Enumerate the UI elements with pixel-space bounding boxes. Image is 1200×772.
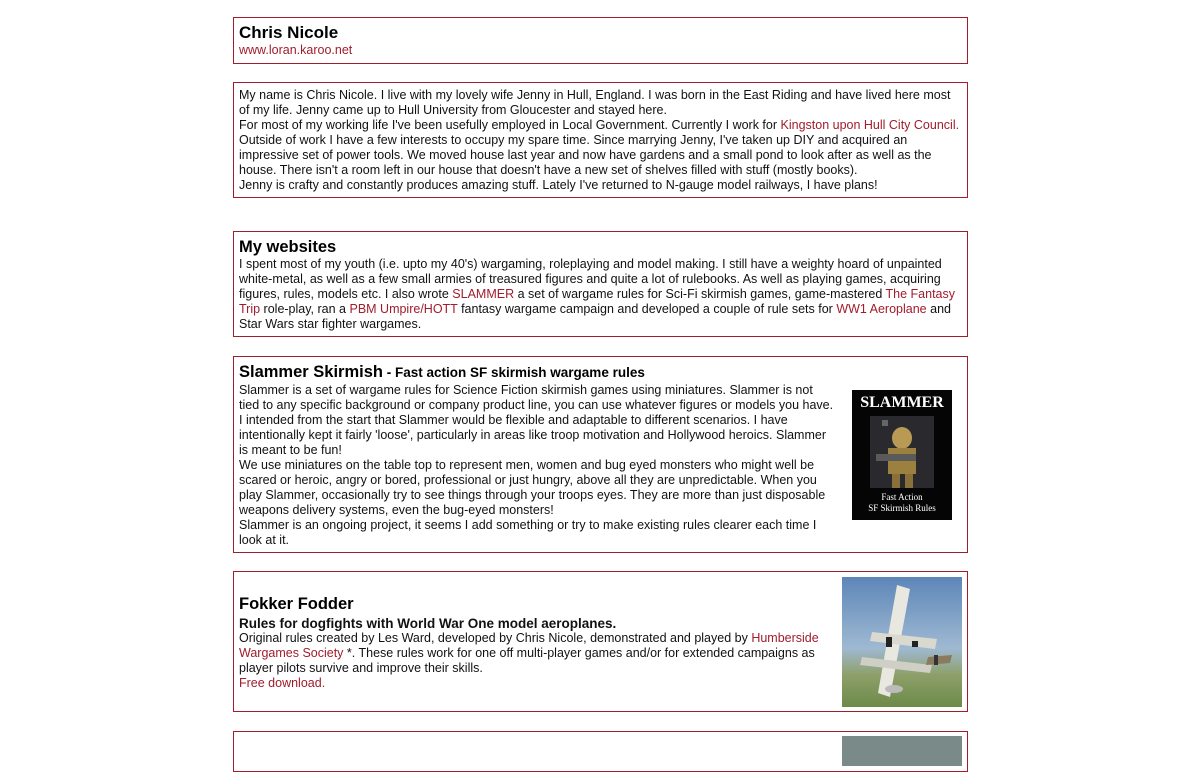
slammer-description	[239, 383, 834, 548]
slammer-paragraph-3: Slammer is an ongoing project, it seems I add something or try to make existing rules clearer each time I look at it.	[239, 518, 817, 547]
bio-paragraph-2	[239, 118, 962, 133]
slammer-paragraph-2: We use miniatures on the table top to represent men, women and bug eyed monsters who might well be scared or heroic, angry or bored, professional or just hungry, above all they are unpredictable. When you play Slammer, occasionally try to see things through your troops eyes. They are more than just disposable weapons delivery systems, even the bug-eyed monsters!	[239, 458, 826, 517]
websites-text	[239, 257, 962, 332]
bio-paragraph-3: Outside of work I have a few interests to occupy my spare time. Since marrying Jenny, I've taken up DIY and acquired an impressive set of power tools. We moved house last year and now have gardens and a small pond to look after as well as the house. There isn't a room left in our house that doesn't have a new set of shelves filled with stuff (mostly books).	[239, 133, 932, 177]
pbm-umpire-link[interactable]: PBM Umpire/HOTT	[349, 302, 458, 316]
slammer-subtitle: - Fast action SF skirmish wargame rules	[383, 365, 645, 380]
bio-paragraph-4: Jenny is crafty and constantly produces amazing stuff. Lately I've returned to N-gauge model railways, I have plans!	[239, 178, 878, 192]
bio-card	[233, 82, 968, 198]
fokker-paragraph	[239, 631, 829, 676]
header-card	[233, 17, 968, 64]
websites-text-part: I spent most of my youth (i.e. upto my 40's) wargaming, roleplaying and model making. I still have a weighty hoard of unpainted white-metal, as well as a few small armies of treasured figures and quite a lot of rulebooks. As well as playing games, acquiring figures, rules, models etc. I also wrote	[239, 257, 942, 301]
websites-text-part: a set of wargame rules for Sci-Fi skirmish games, game-mastered	[514, 287, 886, 301]
websites-text-part: fantasy wargame campaign and developed a couple of rule sets for	[457, 302, 837, 316]
slammer-link[interactable]: SLAMMER	[452, 287, 515, 301]
next-card-image[interactable]	[842, 736, 962, 766]
fokker-text-part: *. These rules work for one off multi-player games and/or for extended campaigns as player pilots survive and improve their skills.	[239, 646, 815, 675]
council-link[interactable]: Kingston upon Hull City Council	[780, 118, 956, 132]
site-link[interactable]: www.loran.karoo.net	[239, 43, 353, 57]
websites-card	[233, 231, 968, 337]
fokker-card	[233, 571, 968, 712]
slammer-cover-caption-1: Fast Action	[881, 492, 923, 502]
fantasy-trip-link[interactable]: The Fantasy Trip	[239, 287, 956, 316]
fokker-download-line	[239, 676, 829, 691]
fokker-text-part: Original rules created by Les Ward, developed by Chris Nicole, demonstrated and played by	[239, 631, 752, 645]
slammer-cover-image[interactable]	[852, 390, 952, 520]
fokker-subtitle: Rules for dogfights with World War One model aeroplanes.	[239, 616, 617, 631]
page-title: Chris Nicole	[239, 23, 339, 42]
bio-paragraph-1: My name is Chris Nicole. I live with my lovely wife Jenny in Hull, England. I was born in the East Riding and have lived here most of my life. Jenny came up to Hull University from Gloucester and stayed here.	[239, 88, 951, 117]
free-download-link[interactable]: Free download	[239, 676, 322, 690]
slammer-title-text: Slammer Skirmish	[239, 363, 383, 381]
fokker-description	[239, 594, 829, 691]
websites-title: My websites	[239, 238, 337, 256]
fokker-aeroplane-image[interactable]	[842, 577, 962, 707]
bio-text: For most of my working life I've been usefully employed in Local Government. Currently I work for	[239, 118, 781, 132]
fokker-title: Fokker Fodder	[239, 595, 354, 613]
next-card	[233, 731, 968, 772]
slammer-card	[233, 356, 968, 553]
websites-text-part: role-play, ran a	[260, 302, 350, 316]
council-link-period[interactable]: .	[955, 118, 960, 132]
slammer-cover-title: SLAMMER	[860, 394, 944, 411]
humberside-link[interactable]: Humberside Wargames Society	[239, 631, 819, 660]
websites-text-part: and Star Wars star fighter wargames.	[239, 302, 951, 331]
slammer-title	[239, 362, 962, 383]
ww1-aeroplane-link[interactable]: WW1 Aeroplane	[836, 302, 927, 316]
fokker-aeroplane-art	[842, 577, 962, 707]
slammer-paragraph-1: Slammer is a set of wargame rules for Science Fiction skirmish games using miniatures. Slammer is not tied to any specific background or company product line, you can use whatever figures or models you have. I intended from the start that Slammer would be flexible and adaptable to different scenarios. I have intentionally kept it fairly 'loose', particularly in areas like troop motivation and Hollywood heroics. Slammer is meant to be fun!	[239, 383, 834, 457]
free-download-period[interactable]: .	[321, 676, 326, 690]
slammer-cover-caption-2: SF Skirmish Rules	[868, 503, 936, 513]
